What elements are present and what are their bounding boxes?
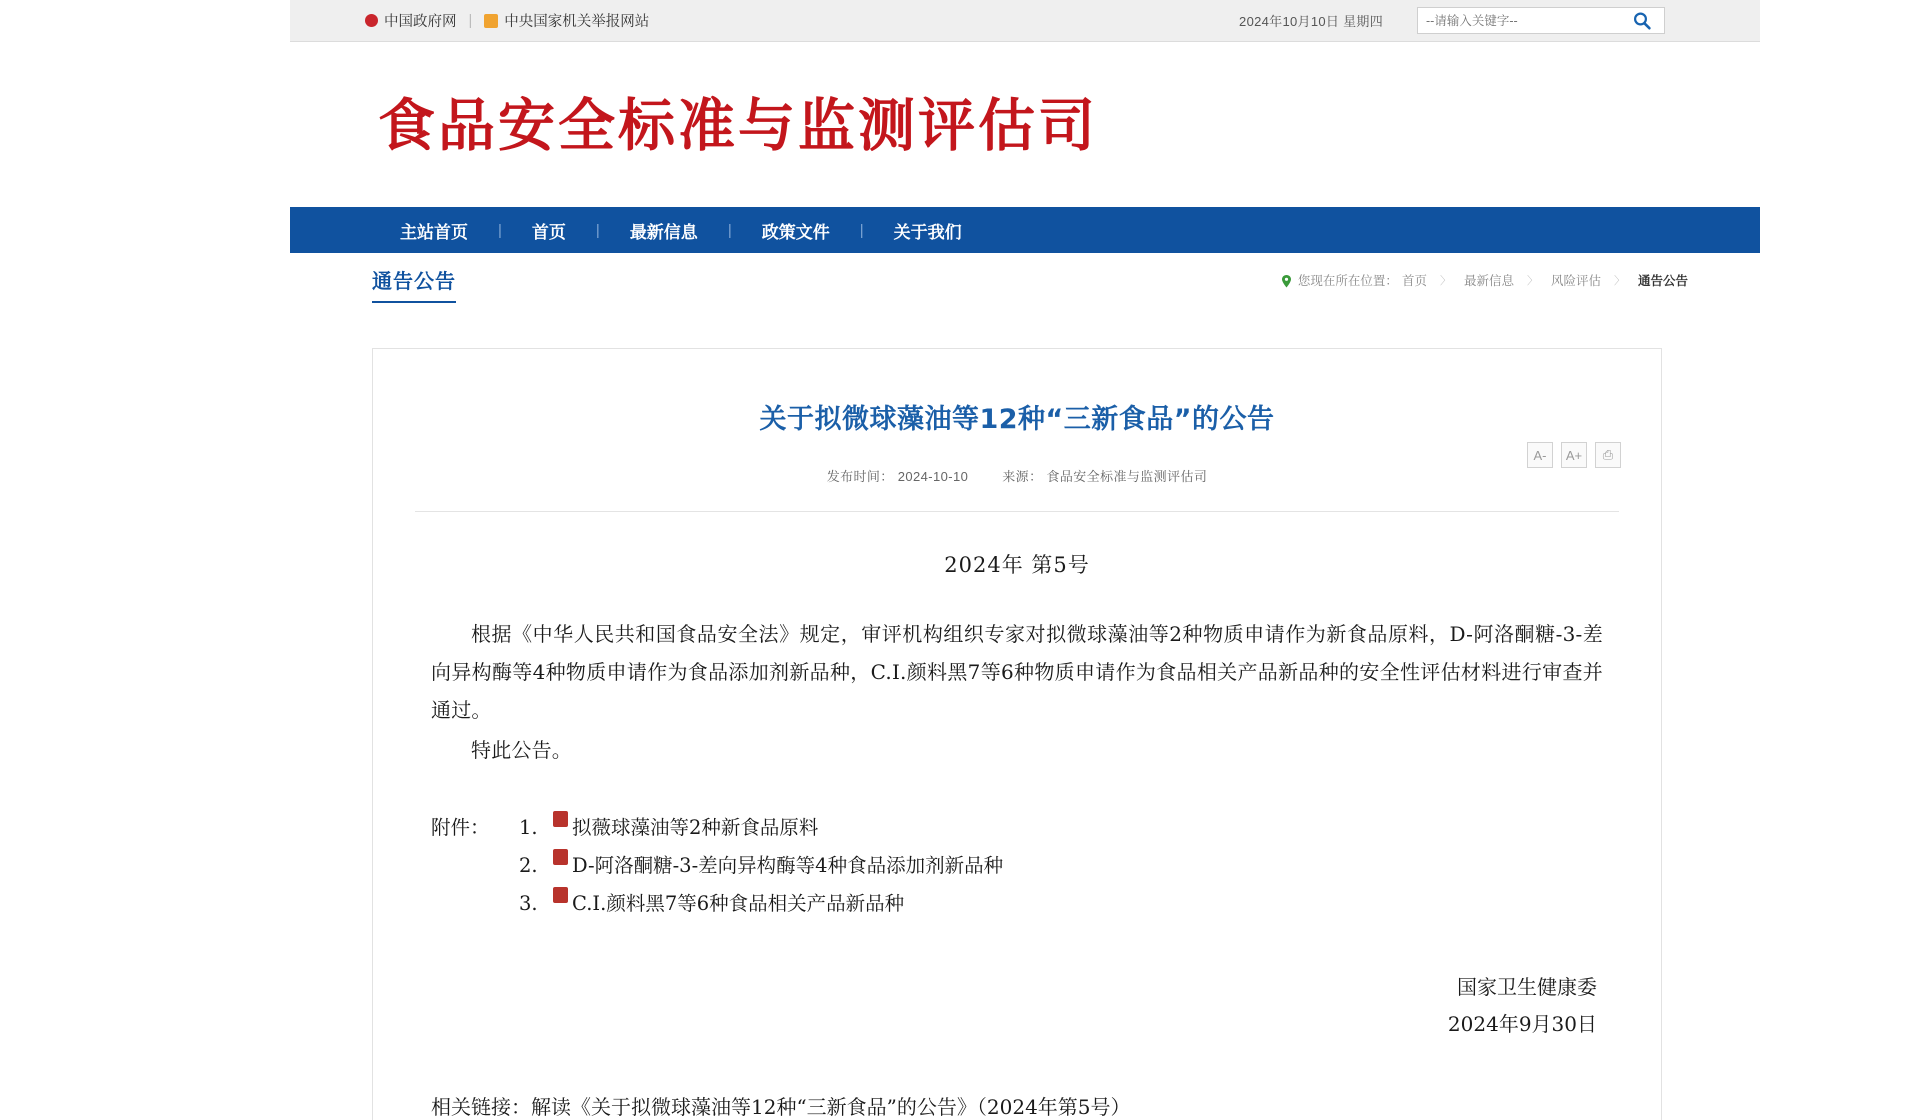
signature-block: [431, 969, 1603, 1043]
masthead: [290, 42, 1760, 200]
attachment-list: [431, 809, 1603, 923]
nav-item-main-home[interactable]: 主站首页: [400, 222, 468, 242]
print-icon[interactable]: ⎙: [1595, 442, 1621, 468]
gov-portal-label: 中国政府网: [384, 14, 457, 30]
attachment-number: 2.: [519, 854, 538, 878]
main-navigation: [290, 207, 1760, 253]
article-body: [431, 549, 1603, 1120]
pdf-file-icon: [553, 849, 568, 865]
breadcrumb: [1281, 271, 1688, 289]
attachment-link-2[interactable]: D-阿洛酮糖-3-差向异构酶等4种食品添加剂新品种: [572, 854, 1004, 878]
signature-date: 2024年9月30日: [1447, 1012, 1597, 1037]
top-links: [365, 10, 649, 31]
search-input[interactable]: [1418, 7, 1620, 34]
gov-emblem-icon: [365, 14, 378, 27]
nav-separator: |: [498, 221, 502, 239]
source-value: 食品安全标准与监测评估司: [1046, 469, 1208, 484]
pdf-file-icon: [553, 811, 568, 827]
search-icon: [1632, 11, 1652, 31]
right-margin: [1760, 0, 1920, 1120]
breadcrumb-item-home[interactable]: 首页: [1401, 274, 1427, 288]
nav-item-home[interactable]: 首页: [531, 222, 566, 242]
attachment-row: [431, 809, 1603, 847]
pdf-file-icon: [553, 887, 568, 903]
breadcrumb-prefix: 您现在所在位置：: [1297, 274, 1398, 288]
gov-portal-link[interactable]: [365, 10, 457, 31]
breadcrumb-current: 通告公告: [1637, 274, 1688, 288]
nav-separator: |: [727, 221, 732, 239]
related-label: 相关链接：: [431, 1095, 531, 1120]
breadcrumb-arrow: 〉: [1526, 275, 1538, 287]
current-date: 2024年10月10日 星期四: [1239, 14, 1383, 29]
page-title: 通告公告: [372, 265, 456, 303]
top-utility-bar: [290, 0, 1760, 42]
top-right-group: [1239, 7, 1665, 34]
breadcrumb-arrow: 〉: [1613, 275, 1625, 287]
font-increase-icon[interactable]: A+: [1561, 442, 1587, 468]
article-meta: [373, 466, 1661, 485]
attachment-row: [431, 885, 1603, 923]
left-margin: [0, 0, 290, 1120]
nav-separator: |: [859, 221, 864, 239]
site-title: 食品安全标准与监测评估司: [378, 93, 1098, 159]
related-link[interactable]: 解读《关于拟微球藻油等12种“三新食品”的公告》（2024年第5号）: [531, 1095, 1131, 1120]
location-pin-icon: [1281, 275, 1291, 285]
article-paragraph-2: 特此公告。: [471, 738, 572, 762]
attachment-number: 3.: [519, 892, 538, 916]
article-card: [372, 348, 1662, 1120]
breadcrumb-item-latest-info[interactable]: 最新信息: [1463, 274, 1514, 288]
nav-item-about-us[interactable]: 关于我们: [893, 222, 962, 242]
report-site-link[interactable]: [484, 10, 649, 31]
attachments-label-spacer: [431, 885, 519, 923]
nav-item-latest-info[interactable]: 最新信息: [629, 222, 698, 242]
attachments-label-spacer: [431, 847, 519, 885]
breadcrumb-item-risk-assessment[interactable]: 风险评估: [1550, 274, 1601, 288]
publish-time-value: 2024-10-10: [897, 469, 969, 484]
publish-time-label: 发布时间：: [826, 469, 894, 484]
attachment-link-3[interactable]: C.I.颜料黑7等6种食品相关产品新品种: [572, 892, 905, 916]
report-site-label: 中央国家机关举报网站: [504, 14, 650, 30]
breadcrumb-arrow: 〉: [1439, 275, 1451, 287]
signature-organization: 国家卫生健康委: [1457, 975, 1597, 1000]
search-box[interactable]: [1417, 7, 1665, 34]
font-decrease-icon[interactable]: A-: [1527, 442, 1553, 468]
breadcrumb-row: [290, 253, 1760, 305]
article-divider: [415, 511, 1619, 512]
attachment-row: [431, 847, 1603, 885]
megaphone-icon: [484, 14, 498, 28]
article-title: 关于拟微球藻油等12种“三新食品”的公告: [759, 404, 1275, 435]
top-link-separator: |: [468, 12, 473, 29]
document-number: 2024年 第5号: [944, 553, 1090, 577]
search-button[interactable]: [1620, 8, 1664, 33]
article-paragraph-1: 根据《中华人民共和国食品安全法》规定，审评机构组织专家对拟微球藻油等2种物质申请作为新食品原料，D-阿洛酮糖-3-差向异构酶等4种物质申请作为食品添加剂新品种，C.I.颜料黑7等6种物质申请作为食品相关产品新品种的安全性评估材料进行审查并通过。: [431, 622, 1603, 722]
attachment-number: 1.: [519, 816, 538, 839]
nav-separator: |: [595, 221, 600, 239]
nav-items: [370, 218, 992, 243]
article-tools: [1527, 442, 1621, 468]
nav-item-policy-docs[interactable]: 政策文件: [761, 222, 830, 242]
attachment-link-1[interactable]: 拟薇球藻油等2种新食品原料: [572, 816, 819, 839]
related-links: [431, 1091, 1603, 1120]
attachments-label: 附件：: [431, 816, 490, 839]
source-label: 来源：: [1002, 469, 1043, 484]
